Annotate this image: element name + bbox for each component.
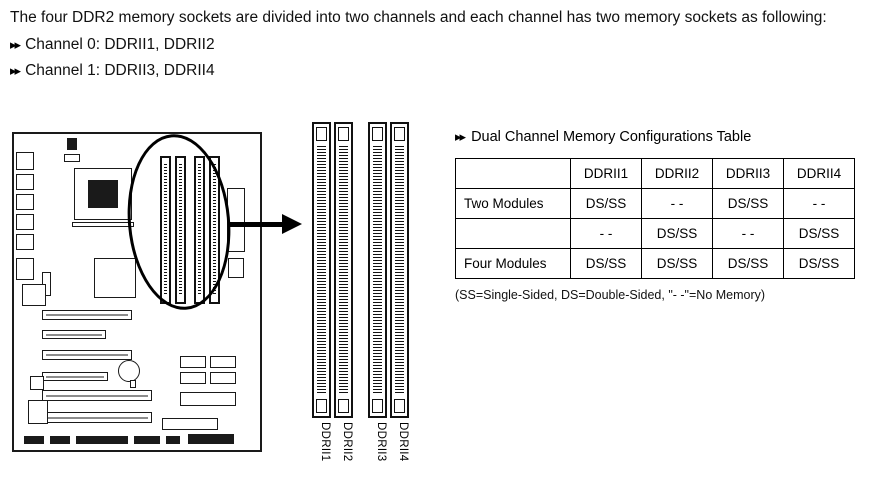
io-block [22,284,46,306]
slot-latch-top [338,127,349,141]
sata-port [210,356,236,368]
rear-io-port [16,214,34,230]
dimm-slot-ddrii3 [368,122,387,418]
callout-arrow [230,214,304,234]
sata-port [180,356,206,368]
row-label-four-modules: Four Modules [456,249,571,279]
ide-connector [180,392,236,406]
channel-0-dimm-pair [312,122,358,462]
slot-latch-bottom [316,399,327,413]
channel-1-label: Channel 1: DDRII3, DDRII4 [25,62,215,79]
chipset [94,258,136,298]
connector-header [228,258,244,278]
table-row [456,189,855,219]
table-header-ddrii4: DDRII4 [784,159,855,189]
row-label-two-modules: Two Modules [456,189,571,219]
dimm-slot-ddrii1 [312,122,331,418]
rear-io-port [16,258,34,280]
slot-latch-top [372,127,383,141]
channel-1-dimm-pair [368,122,414,462]
capacitor [130,380,136,388]
pci-express-slot [42,350,132,360]
slot-latch-bottom [372,399,383,413]
row-label-blank [456,219,571,249]
table-header-ddrii2: DDRII2 [642,159,713,189]
dimm-slot-group [312,122,424,488]
slot-contacts [395,146,404,394]
table-header-row [456,159,855,189]
pci-slot [42,412,152,423]
intro-text-block [10,4,868,84]
bottom-header [166,436,180,444]
bottom-header [76,436,128,444]
arrow-head-icon [282,214,302,234]
memory-config-table-section [455,124,863,302]
rear-io-port [16,194,34,210]
cmos-battery [118,360,140,382]
jumper-block [30,376,44,390]
table-cell: DS/SS [642,249,713,279]
front-panel-header [162,418,218,430]
arrow-shaft [230,222,286,227]
slot-contacts [373,146,382,394]
table-cell: DS/SS [713,249,784,279]
slot-latch-bottom [394,399,405,413]
channel-0-label: Channel 0: DDRII1, DDRII2 [25,36,215,53]
slot-latch-top [394,127,405,141]
slot-latch-top [316,127,327,141]
table-cell: DS/SS [571,189,642,219]
table-caption [455,124,863,150]
bottom-header [50,436,70,444]
pci-slot [42,372,108,381]
bottom-header [134,436,160,444]
bullet-arrow-icon: ▸▸ [455,129,465,144]
table-cell: - - [713,219,784,249]
table-caption-text: Dual Channel Memory Configurations Table [471,129,752,145]
dimm-label-ddrii3: DDRII3 [375,422,387,462]
rear-io-port [16,152,34,170]
cpu-lever [72,222,134,227]
bullet-arrow-icon: ▸▸ [10,63,20,78]
bullet-arrow-icon: ▸▸ [10,37,20,52]
channel-0-bullet [10,32,868,58]
table-header-ddrii1: DDRII1 [571,159,642,189]
bottom-header [24,436,44,444]
table-cell: DS/SS [784,219,855,249]
table-cell: DS/SS [571,249,642,279]
dimm-slot-ddrii4 [390,122,409,418]
figure-area [0,118,876,490]
slot-latch-bottom [338,399,349,413]
chip-small [67,138,77,150]
table-cell: - - [642,189,713,219]
table-cell: - - [571,219,642,249]
table-header-ddrii3: DDRII3 [713,159,784,189]
rear-io-port [16,174,34,190]
cpu-die [88,180,118,208]
pci-slot [42,390,152,401]
dual-channel-config-table [455,158,855,279]
table-row [456,249,855,279]
dimm-label-ddrii2: DDRII2 [341,422,353,462]
sata-port [180,372,206,384]
table-cell: DS/SS [713,189,784,219]
table-cell: DS/SS [784,249,855,279]
slot-contacts [339,146,348,394]
sata-port [210,372,236,384]
pci-express-slot [42,330,106,339]
dimm-label-ddrii4: DDRII4 [397,422,409,462]
bottom-header [188,434,234,444]
table-cell: - - [784,189,855,219]
table-row [456,219,855,249]
dimm-label-ddrii1: DDRII1 [319,422,331,462]
jumper-block [28,400,48,424]
table-legend-note: (SS=Single-Sided, DS=Double-Sided, "- -"=No Memory) [455,288,766,302]
chip-small [64,154,80,162]
dimm-slot-ddrii2 [334,122,353,418]
table-cell: DS/SS [642,219,713,249]
slot-contacts [317,146,326,394]
channel-1-bullet [10,58,868,84]
pci-express-slot [42,310,132,320]
rear-io-port [16,234,34,250]
table-header-blank [456,159,571,189]
intro-paragraph: The four DDR2 memory sockets are divided into two channels and each channel has two memory sockets as following: [10,9,827,26]
